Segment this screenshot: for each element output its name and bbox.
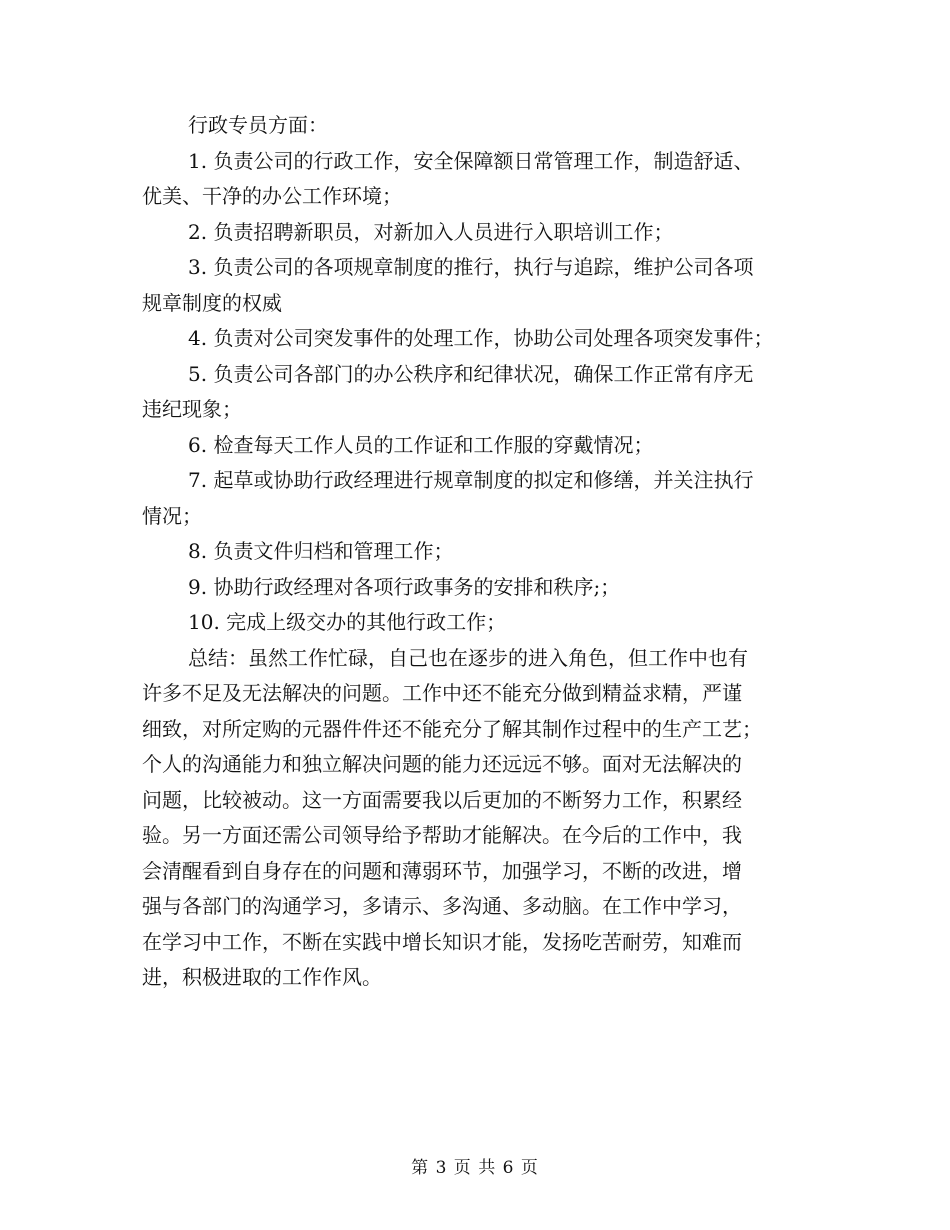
list-item-line: 6. 检查每天工作人员的工作证和工作服的穿戴情况； bbox=[188, 432, 654, 457]
summary-line: 在学习中工作，不断在实践中增长知识才能，发扬吃苦耐劳，知难而 bbox=[142, 929, 742, 954]
list-item-line: 1. 负责公司的行政工作，安全保障额日常管理工作，制造舒适、 bbox=[188, 148, 754, 173]
list-item-line: 情况； bbox=[142, 503, 202, 528]
list-item-line: 3. 负责公司的各项规章制度的推行，执行与追踪，维护公司各项 bbox=[188, 255, 754, 279]
list-item bbox=[142, 321, 812, 357]
document-page bbox=[142, 108, 812, 996]
list-item bbox=[142, 215, 812, 251]
summary-line: 许多不足及无法解决的问题。工作中还不能充分做到精益求精，严谨 bbox=[142, 681, 742, 705]
list-item bbox=[142, 250, 812, 321]
list-item-line: 7. 起草或协助行政经理进行规章制度的拟定和修缮，并关注执行 bbox=[188, 468, 754, 492]
list-item-line: 违纪现象； bbox=[142, 397, 242, 421]
list-item bbox=[142, 428, 812, 464]
summary-line: 总结：虽然工作忙碌，自己也在逐步的进入角色，但工作中也有 bbox=[188, 645, 748, 670]
section-heading: 行政专员方面： bbox=[188, 113, 328, 137]
summary-line: 进，积极进取的工作作风。 bbox=[142, 965, 382, 989]
list-item bbox=[142, 463, 812, 534]
list-item-line: 10. 完成上级交办的其他行政工作； bbox=[188, 610, 507, 634]
list-item-line: 规章制度的权威 bbox=[142, 290, 282, 315]
summary-line: 问题，比较被动。这一方面需要我以后更加的不断努力工作，积累经 bbox=[142, 787, 742, 812]
duty-list bbox=[142, 144, 812, 641]
list-item bbox=[142, 534, 812, 570]
list-item bbox=[142, 144, 812, 215]
summary-line: 验。另一方面还需公司领导给予帮助才能解决。在今后的工作中，我 bbox=[142, 823, 742, 847]
list-item-line: 8. 负责文件归档和管理工作； bbox=[188, 539, 454, 563]
summary-line: 细致，对所定购的元器件件还不能充分了解其制作过程中的生产工艺； bbox=[142, 716, 762, 741]
page-number-footer: 第 3 页 共 6 页 bbox=[411, 1158, 539, 1178]
summary-line: 个人的沟通能力和独立解决问题的能力还远远不够。面对无法解决的 bbox=[142, 752, 742, 776]
list-item bbox=[142, 570, 812, 606]
summary-line: 强与各部门的沟通学习，多请示、多沟通、多动脑。在工作中学习， bbox=[142, 894, 742, 918]
list-item bbox=[142, 605, 812, 641]
list-item-line: 5. 负责公司各部门的办公秩序和纪律状况，确保工作正常有序无 bbox=[188, 361, 754, 386]
list-item-line: 优美、干净的办公工作环境； bbox=[142, 184, 402, 208]
summary-line: 会清醒看到自身存在的问题和薄弱环节，加强学习，不断的改进，增 bbox=[142, 858, 742, 883]
summary-paragraph bbox=[142, 641, 812, 996]
list-item-line: 4. 负责对公司突发事件的处理工作，协助公司处理各项突发事件； bbox=[188, 326, 774, 350]
list-item bbox=[142, 357, 812, 428]
list-item-line: 9. 协助行政经理对各项行政事务的安排和秩序;； bbox=[188, 574, 621, 599]
list-item-line: 2. 负责招聘新职员，对新加入人员进行入职培训工作； bbox=[188, 219, 674, 244]
